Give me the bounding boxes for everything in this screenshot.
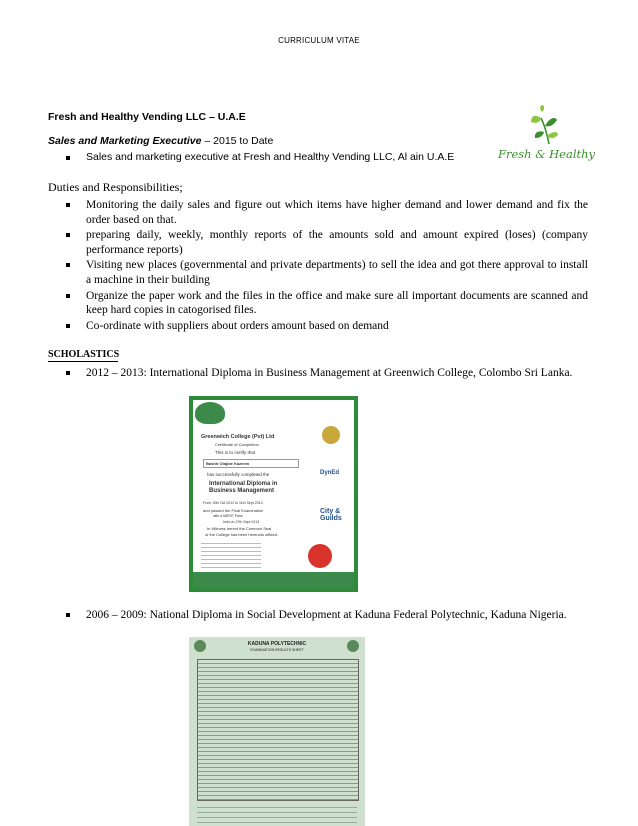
role-detail-text: Sales and marketing executive at Fresh and Healthy Vending LLC, Al ain U.A.E [86, 151, 455, 163]
duty-text: preparing daily, weekly, monthly reports of the amounts sold and amount expired (loses) (company performance reports) [86, 229, 588, 256]
bullet-square [66, 371, 70, 375]
with-label: with a [213, 514, 223, 518]
duty-text: Organize the paper work and the files in the office and make sure all important documents are scanned and keep hard copies in catogorised files. [86, 289, 588, 317]
to-date: 11th Sept 2013 [239, 501, 263, 505]
bullet-square [66, 203, 70, 207]
list-item [66, 258, 588, 287]
certificate-program-2: Business Management [209, 488, 275, 494]
certificate-image-kaduna-results [189, 637, 365, 826]
certificate-crest-icon [322, 426, 340, 444]
certificate-fine-print [201, 540, 261, 568]
certificate-corner-emblem [195, 402, 225, 424]
pass-label: Pass [234, 514, 243, 518]
education-item-2 [66, 608, 588, 623]
held-label: held on [223, 520, 235, 524]
bullet-square [66, 294, 70, 298]
document-header: CURRICULUM VITAE [278, 36, 360, 45]
role-detail-line [66, 151, 454, 163]
list-item [66, 198, 588, 227]
education-text: 2012 – 2013: International Diploma in Business Management at Greenwich College, Colombo Sri Lanka. [86, 367, 573, 379]
company-name-text: Fresh and Healthy Vending LLC – U.A.E [48, 111, 246, 123]
certificate-program-1: International Diploma in [209, 481, 278, 487]
heading-underline [48, 361, 118, 362]
role-period: – 2015 to Date [201, 135, 274, 147]
certificate-subtitle: Certificate of Completion [215, 442, 259, 447]
results-signature-area [197, 803, 357, 823]
held-date: 27th Sept 2013 [235, 520, 260, 524]
bullet-square [66, 233, 70, 237]
duties-heading: Duties and Responsibilities; [48, 180, 183, 194]
certificate-witness-1: In Witness hereof the Common Seal [207, 526, 272, 531]
bullet-square [66, 156, 70, 160]
results-table [197, 659, 359, 801]
role-title: Sales and Marketing Executive [48, 135, 202, 147]
certificate-completed: has successfully completed the [207, 472, 270, 477]
list-item [66, 319, 588, 334]
certificate-grade-line [213, 514, 243, 518]
certificate-brand-dyned: DynEd [320, 470, 340, 476]
duty-text: Visiting new places (governmental and private departments) to sell the idea and got there approval to install a machine in their building [86, 259, 588, 286]
duty-text: Co-ordinate with suppliers about orders amount based on demand [86, 319, 389, 332]
company-name [48, 111, 246, 123]
certificate-certify: This is to certify that [215, 450, 256, 455]
role-line [48, 135, 273, 147]
results-institution: KADUNA POLYTECHNIC [247, 641, 307, 647]
company-logo [495, 104, 603, 164]
from-date: 10th Oct 2012 [212, 501, 235, 505]
logo-text: Fresh & Healthy [498, 147, 596, 161]
certificate-witness-2: of the College has been hereunto affixed. [205, 532, 279, 537]
list-item [66, 228, 588, 257]
certificate-brand-city-guilds: City & Guilds [320, 508, 342, 522]
certificate-seal-icon [308, 544, 332, 568]
to-label: to [235, 501, 239, 505]
results-sheet-title: EXAMINATION RESULTS SHEET [250, 648, 304, 652]
education-item-1 [66, 366, 588, 381]
bullet-square [66, 263, 70, 267]
certificate-name: Bashir Olajide Kazeem [203, 459, 299, 468]
certificate-bottom-band [193, 572, 354, 588]
from-label: From [203, 501, 212, 505]
education-text: 2006 – 2009: National Diploma in Social Development at Kaduna Federal Polytechnic, Kaduna Nigeria. [86, 609, 567, 621]
grade-value: MERIT [223, 514, 234, 518]
duties-list [66, 198, 588, 334]
list-item [66, 289, 588, 318]
certificate-college: Greenwich College (Pvt) Ltd [201, 434, 275, 440]
certificate-passed: and passed the Final Examination [203, 508, 264, 513]
certificate-dates [203, 501, 263, 505]
bullet-square [66, 324, 70, 328]
certificate-image-greenwich [189, 396, 358, 592]
certificate-held-line [223, 520, 259, 524]
scholastics-heading: SCHOLASTICS [48, 349, 120, 360]
duty-text: Monitoring the daily sales and figure out which items have higher demand and lower demand and fix the order based on that. [86, 199, 588, 226]
bullet-square [66, 613, 70, 617]
